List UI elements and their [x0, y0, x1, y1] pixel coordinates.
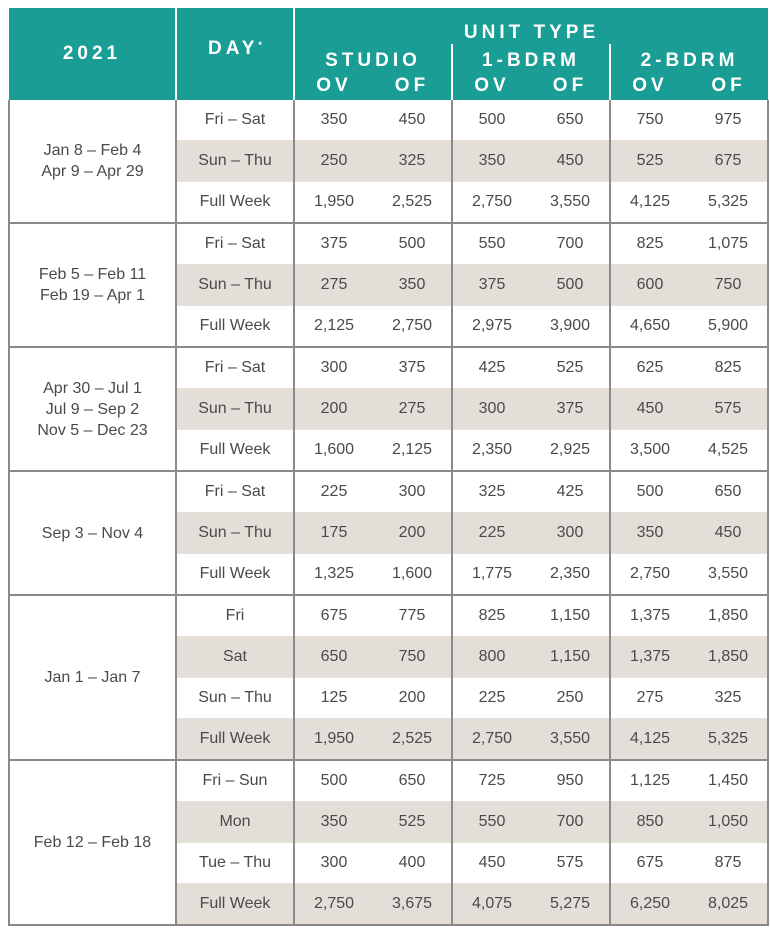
points-cell: 275 [373, 389, 452, 430]
points-cell: 650 [689, 471, 768, 513]
points-cell: 1,950 [294, 182, 373, 224]
points-cell: 450 [689, 513, 768, 554]
date-range: Sep 3 – Nov 4 [41, 524, 144, 542]
points-cell: 300 [294, 347, 373, 389]
points-cell: 5,275 [531, 884, 610, 926]
points-cell: 250 [531, 678, 610, 719]
points-cell: 750 [689, 265, 768, 306]
day-cell: Full Week [176, 554, 294, 596]
day-cell: Full Week [176, 884, 294, 926]
day-header [176, 8, 294, 100]
points-cell: 525 [531, 347, 610, 389]
points-cell: 700 [531, 802, 610, 843]
points-cell: 550 [452, 802, 531, 843]
points-cell: 1,600 [373, 554, 452, 596]
points-cell: 350 [294, 100, 373, 141]
points-cell: 825 [452, 595, 531, 637]
day-cell: Fri [176, 595, 294, 637]
unit-1bdrm-header: 1-BDRM [452, 44, 610, 72]
day-cell: Fri – Sun [176, 760, 294, 802]
date-range: Feb 19 – Apr 1 [40, 287, 145, 304]
points-cell: 300 [452, 389, 531, 430]
points-cell: 500 [294, 760, 373, 802]
points-cell: 975 [689, 100, 768, 141]
points-cell: 825 [689, 347, 768, 389]
points-cell: 275 [294, 265, 373, 306]
points-cell: 450 [373, 100, 452, 141]
points-cell: 4,525 [689, 430, 768, 472]
points-cell: 1,050 [689, 802, 768, 843]
points-table [8, 8, 769, 926]
points-cell: 675 [294, 595, 373, 637]
points-cell: 200 [294, 389, 373, 430]
day-header-label: DAY [208, 38, 259, 59]
points-cell: 3,900 [531, 306, 610, 348]
points-cell: 4,650 [610, 306, 689, 348]
points-cell: 775 [373, 595, 452, 637]
points-cell: 325 [689, 678, 768, 719]
points-cell: 2,750 [452, 719, 531, 761]
points-cell: 1,950 [294, 719, 373, 761]
points-cell: 850 [610, 802, 689, 843]
table-row [9, 595, 768, 637]
points-cell: 5,325 [689, 719, 768, 761]
points-cell: 200 [373, 513, 452, 554]
points-cell: 4,125 [610, 182, 689, 224]
day-cell: Sun – Thu [176, 141, 294, 182]
points-cell: 350 [294, 802, 373, 843]
day-cell: Sun – Thu [176, 513, 294, 554]
points-cell: 3,550 [689, 554, 768, 596]
points-cell: 525 [373, 802, 452, 843]
table-row [9, 471, 768, 513]
points-cell: 1,850 [689, 637, 768, 678]
points-cell: 650 [373, 760, 452, 802]
points-cell: 2,975 [452, 306, 531, 348]
points-cell: 350 [373, 265, 452, 306]
1bdrm-of-header: OF [531, 72, 610, 100]
points-cell: 1,775 [452, 554, 531, 596]
points-cell: 3,550 [531, 719, 610, 761]
points-cell: 1,150 [531, 637, 610, 678]
points-cell: 2,925 [531, 430, 610, 472]
points-cell: 1,125 [610, 760, 689, 802]
points-cell: 225 [452, 513, 531, 554]
1bdrm-ov-header: OV [452, 72, 531, 100]
points-cell: 650 [294, 637, 373, 678]
points-cell: 750 [610, 100, 689, 141]
points-cell: 1,600 [294, 430, 373, 472]
date-range: Feb 12 – Feb 18 [33, 834, 152, 851]
points-cell: 350 [610, 513, 689, 554]
points-cell: 200 [373, 678, 452, 719]
points-cell: 1,075 [689, 223, 768, 265]
points-cell: 350 [452, 141, 531, 182]
date-range-cell [9, 595, 176, 760]
points-cell: 600 [610, 265, 689, 306]
date-range-cell [9, 100, 176, 223]
points-cell: 2,125 [294, 306, 373, 348]
points-cell: 3,550 [531, 182, 610, 224]
points-cell: 1,450 [689, 760, 768, 802]
points-cell: 2,750 [373, 306, 452, 348]
points-cell: 1,150 [531, 595, 610, 637]
points-cell: 225 [452, 678, 531, 719]
studio-ov-header: OV [294, 72, 373, 100]
table-row [9, 223, 768, 265]
points-cell: 725 [452, 760, 531, 802]
date-range-cell [9, 223, 176, 347]
day-cell: Fri – Sat [176, 471, 294, 513]
points-cell: 675 [610, 843, 689, 884]
points-cell: 325 [452, 471, 531, 513]
points-cell: 575 [689, 389, 768, 430]
studio-of-header: OF [373, 72, 452, 100]
table-row [9, 760, 768, 802]
table-header [9, 8, 768, 100]
day-cell: Mon [176, 802, 294, 843]
points-cell: 800 [452, 637, 531, 678]
points-cell: 375 [294, 223, 373, 265]
points-cell: 2,525 [373, 182, 452, 224]
points-cell: 2,350 [452, 430, 531, 472]
points-cell: 500 [531, 265, 610, 306]
day-cell: Tue – Thu [176, 843, 294, 884]
points-cell: 375 [452, 265, 531, 306]
points-cell: 875 [689, 843, 768, 884]
points-cell: 2,525 [373, 719, 452, 761]
day-cell: Full Week [176, 719, 294, 761]
points-cell: 2,750 [610, 554, 689, 596]
table-body [9, 100, 768, 925]
points-cell: 500 [610, 471, 689, 513]
points-cell: 375 [373, 347, 452, 389]
date-range-cell [9, 347, 176, 471]
points-cell: 300 [373, 471, 452, 513]
2bdrm-ov-header: OV [610, 72, 689, 100]
points-cell: 225 [294, 471, 373, 513]
points-cell: 2,350 [531, 554, 610, 596]
day-cell: Sun – Thu [176, 265, 294, 306]
date-range: Apr 30 – Jul 1 [43, 379, 142, 397]
day-footnote-mark: * [258, 40, 262, 50]
points-cell: 300 [531, 513, 610, 554]
points-cell: 950 [531, 760, 610, 802]
points-cell: 125 [294, 678, 373, 719]
points-cell: 625 [610, 347, 689, 389]
date-range-cell [9, 471, 176, 595]
day-cell: Full Week [176, 306, 294, 348]
day-cell: Sat [176, 637, 294, 678]
points-cell: 1,375 [610, 637, 689, 678]
unit-2bdrm-header: 2-BDRM [610, 44, 768, 72]
date-range-cell [9, 760, 176, 925]
year-header: 2021 [9, 8, 176, 100]
points-cell: 675 [689, 141, 768, 182]
points-cell: 650 [531, 100, 610, 141]
points-cell: 700 [531, 223, 610, 265]
points-cell: 3,500 [610, 430, 689, 472]
points-cell: 1,375 [610, 595, 689, 637]
table-row [9, 100, 768, 141]
points-cell: 450 [531, 141, 610, 182]
points-cell: 4,075 [452, 884, 531, 926]
points-cell: 1,325 [294, 554, 373, 596]
points-cell: 2,750 [294, 884, 373, 926]
day-cell: Fri – Sat [176, 223, 294, 265]
points-cell: 825 [610, 223, 689, 265]
points-cell: 5,900 [689, 306, 768, 348]
date-range: Nov 5 – Dec 23 [37, 421, 148, 439]
points-cell: 300 [294, 843, 373, 884]
points-cell: 1,850 [689, 595, 768, 637]
points-cell: 400 [373, 843, 452, 884]
points-cell: 175 [294, 513, 373, 554]
points-cell: 450 [610, 389, 689, 430]
unit-type-header: UNIT TYPE [294, 8, 768, 44]
day-cell: Sun – Thu [176, 678, 294, 719]
table-row [9, 347, 768, 389]
points-cell: 2,750 [452, 182, 531, 224]
unit-studio-header: STUDIO [294, 44, 452, 72]
points-cell: 250 [294, 141, 373, 182]
date-range: Apr 9 – Apr 29 [41, 163, 144, 180]
date-range: Jan 8 – Feb 4 [43, 142, 142, 159]
points-cell: 425 [531, 471, 610, 513]
date-range: Jan 1 – Jan 7 [44, 669, 141, 686]
points-cell: 550 [452, 223, 531, 265]
points-cell: 575 [531, 843, 610, 884]
points-cell: 8,025 [689, 884, 768, 926]
points-cell: 375 [531, 389, 610, 430]
day-cell: Full Week [176, 182, 294, 224]
points-cell: 275 [610, 678, 689, 719]
date-range: Jul 9 – Sep 2 [45, 400, 140, 418]
points-cell: 500 [452, 100, 531, 141]
points-cell: 750 [373, 637, 452, 678]
points-cell: 450 [452, 843, 531, 884]
points-cell: 525 [610, 141, 689, 182]
points-cell: 3,675 [373, 884, 452, 926]
day-cell: Full Week [176, 430, 294, 472]
date-range: Feb 5 – Feb 11 [38, 266, 147, 283]
day-cell: Fri – Sat [176, 100, 294, 141]
points-cell: 500 [373, 223, 452, 265]
day-cell: Fri – Sat [176, 347, 294, 389]
points-cell: 6,250 [610, 884, 689, 926]
points-cell: 4,125 [610, 719, 689, 761]
points-cell: 2,125 [373, 430, 452, 472]
points-cell: 325 [373, 141, 452, 182]
day-cell: Sun – Thu [176, 389, 294, 430]
points-cell: 5,325 [689, 182, 768, 224]
points-cell: 425 [452, 347, 531, 389]
2bdrm-of-header: OF [689, 72, 768, 100]
